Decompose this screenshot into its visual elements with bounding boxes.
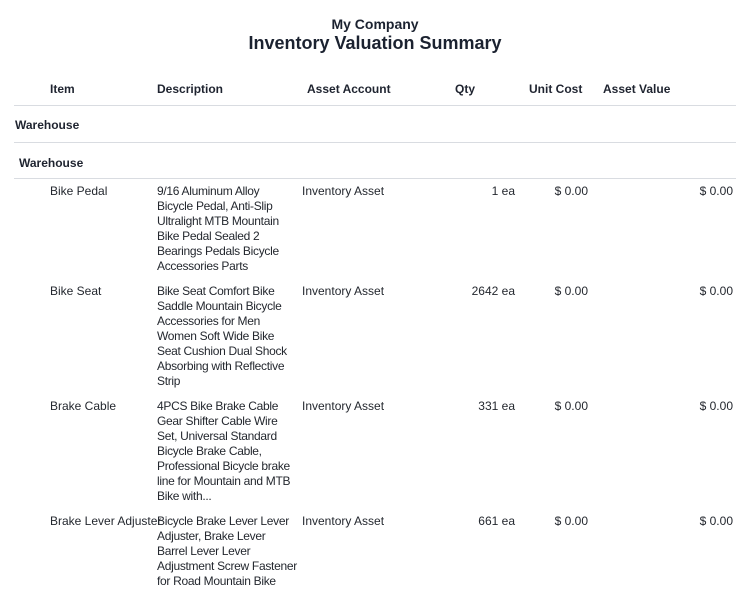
- asset-value: $ 0.00: [699, 514, 733, 528]
- item-name: Bike Seat: [50, 284, 102, 298]
- table-row: [0, 509, 750, 589]
- asset-value: $ 0.00: [699, 184, 733, 198]
- asset-value: $ 0.00: [699, 284, 733, 298]
- unit-cost-value: $ 0.00: [554, 399, 588, 413]
- item-name: Bike Pedal: [50, 184, 108, 198]
- group-row-warehouse-sub: Warehouse: [19, 156, 84, 170]
- asset-account: Inventory Asset: [302, 399, 385, 413]
- qty-value: 661 ea: [478, 514, 515, 528]
- item-description: Bicycle Brake Lever Lever Adjuster, Brake Lever Barrel Lever Lever Adjustment Screw Fastener for Road Mountain Bike: [157, 514, 297, 588]
- table-row: [0, 394, 750, 504]
- qty-value: 1 ea: [491, 184, 515, 198]
- item-name: Brake Cable: [50, 399, 117, 413]
- table-row: [0, 179, 750, 274]
- unit-cost-value: $ 0.00: [554, 184, 588, 198]
- column-header-item: Item: [50, 82, 75, 96]
- column-header-description: Description: [157, 82, 224, 96]
- qty-value: 331 ea: [478, 399, 515, 413]
- column-header-asset-account: Asset Account: [307, 82, 391, 96]
- qty-value: 2642 ea: [471, 284, 515, 298]
- asset-account: Inventory Asset: [302, 514, 385, 528]
- item-description: 4PCS Bike Brake Cable Gear Shifter Cable Wire Set, Universal Standard Bicycle Brake Cable, Professional Bicycle brake line for Mountain and MTB Bike with...: [157, 399, 291, 503]
- table-row: [0, 279, 750, 389]
- asset-account: Inventory Asset: [302, 284, 385, 298]
- column-header-unit-cost: Unit Cost: [529, 82, 583, 96]
- column-header-qty: Qty: [455, 82, 476, 96]
- table-header-row: [0, 54, 750, 105]
- unit-cost-value: $ 0.00: [554, 284, 588, 298]
- item-description: Bike Seat Comfort Bike Saddle Mountain Bicycle Accessories for Men Women Soft Wide Bike Seat Cushion Dual Shock Absorbing with Reflective Strip: [157, 284, 287, 388]
- page-title: Inventory Valuation Summary: [248, 33, 502, 53]
- unit-cost-value: $ 0.00: [554, 514, 588, 528]
- asset-value: $ 0.00: [699, 399, 733, 413]
- item-description: 9/16 Aluminum Alloy Bicycle Pedal, Anti-Slip Ultralight MTB Mountain Bike Pedal Sealed 2 Bearings Pedals Bicycle Accessories Parts: [157, 184, 279, 273]
- item-name: Brake Lever Adjuster: [50, 514, 162, 528]
- company-name: My Company: [331, 16, 419, 32]
- column-header-asset-value: Asset Value: [603, 82, 671, 96]
- group-row-warehouse: Warehouse: [15, 118, 80, 132]
- asset-account: Inventory Asset: [302, 184, 385, 198]
- report-table: [0, 54, 750, 589]
- report-header: [0, 0, 750, 54]
